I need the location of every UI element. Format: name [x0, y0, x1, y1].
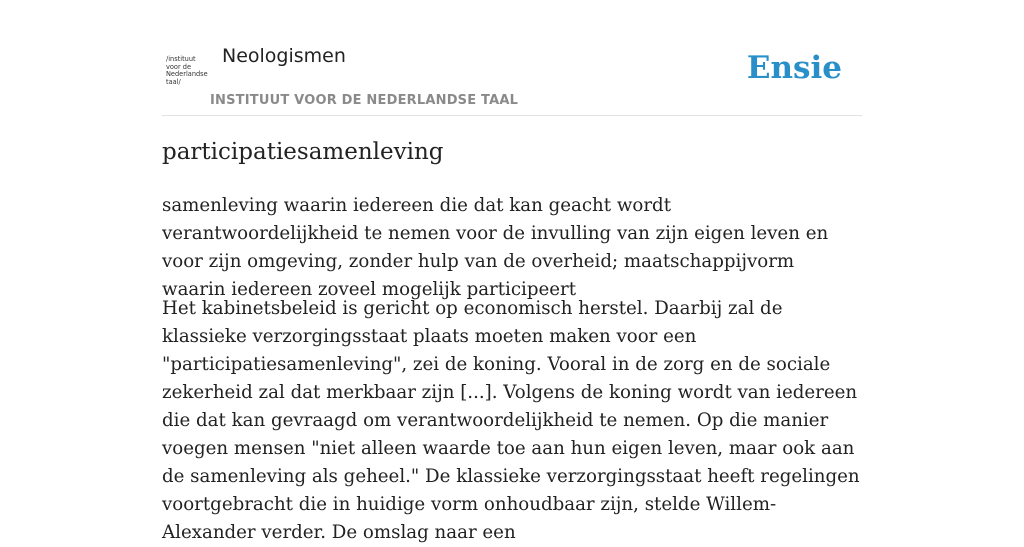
site-subtitle: INSTITUUT VOOR DE NEDERLANDSE TAAL	[210, 93, 519, 108]
site-header	[162, 0, 862, 116]
entry-quote: Het kabinetsbeleid is gericht op economisch herstel. Daarbij zal de klassieke verzorgingsstaat plaats moeten maken voor een "participatiesamenleving", zei de koning. Vooral in de zorg en de sociale zekerheid zal dat merkbaar zijn [...]. Volgens de koning wordt van iedereen die dat kan gevraagd om verantwoordelijkheid te nemen. Op die manier voegen mensen "niet alleen waarde toe aan hun eigen leven, maar ook aan de samenleving als geheel." De klassieke verzorgingsstaat heeft regelingen voortgebracht die in huidige vorm onhoudbaar zijn, stelde Willem-Alexander verder. De omslag naar een	[162, 298, 860, 543]
entry-headword: participatiesamenleving	[162, 139, 444, 165]
ivdnt-logo[interactable]: /instituut voor de Nederlandse taal/	[166, 55, 208, 86]
site-title[interactable]: Neologismen	[222, 45, 346, 67]
page	[162, 0, 862, 543]
entry-definition: samenleving waarin iedereen die dat kan geacht wordt verantwoordelijkheid te nemen voor de invulling van zijn eigen leven en voor zijn omgeving, zonder hulp van de overheid; maatschappijvorm waarin iedereen zoveel mogelijk participeert	[162, 195, 829, 300]
ensie-logo[interactable]: Ensie	[746, 50, 842, 86]
